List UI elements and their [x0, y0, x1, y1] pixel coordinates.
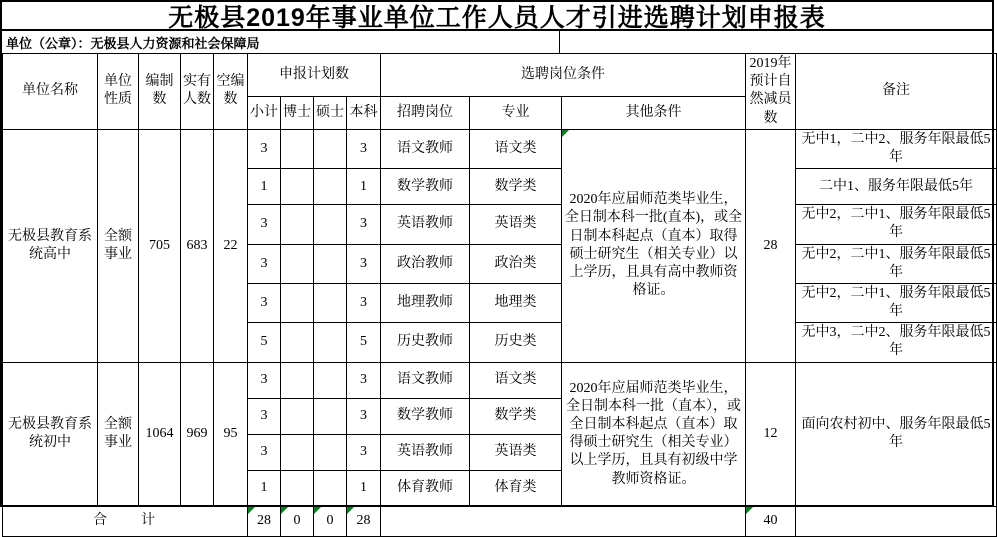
cell-attrition: 12 [746, 362, 796, 506]
cell-bachelor: 3 [347, 362, 381, 398]
total-attrition-cell [746, 506, 796, 536]
excel-flag-icon [281, 507, 288, 514]
cell-subtotal: 3 [248, 434, 281, 470]
cell-doctor [281, 362, 314, 398]
cell-bachelor: 3 [347, 205, 381, 244]
col-header-attrition: 2019年预计自然减员数 [746, 54, 796, 130]
cell-subtotal: 1 [248, 470, 281, 506]
cell-subtotal: 3 [248, 244, 281, 283]
cell-position: 英语教师 [381, 434, 470, 470]
cell-master [314, 470, 347, 506]
cell-position: 体育教师 [381, 470, 470, 506]
col-header-remark: 备注 [796, 54, 997, 130]
cell-bachelor: 1 [347, 470, 381, 506]
cell-remark: 无中2，二中1、服务年限最低5年 [796, 244, 997, 283]
cell-position: 语文教师 [381, 129, 470, 168]
cell-unit-nature: 全额事业 [98, 362, 139, 506]
total-master-cell [314, 506, 347, 536]
col-header-master: 硕士 [314, 96, 347, 129]
cell-actual: 683 [181, 129, 214, 362]
cell-doctor [281, 129, 314, 168]
total-bachelor-cell [347, 506, 381, 536]
cell-attrition: 28 [746, 129, 796, 362]
cell-major: 历史类 [470, 323, 562, 362]
cell-actual: 969 [181, 362, 214, 506]
col-header-unit-nature: 单位性质 [98, 54, 139, 130]
col-header-staffing: 编制数 [139, 54, 181, 130]
cell-remark: 无中2，二中1、服务年限最低5年 [796, 205, 997, 244]
col-header-actual: 实有人数 [181, 54, 214, 130]
total-remark-cell [796, 506, 997, 536]
cell-subtotal: 1 [248, 169, 281, 205]
excel-flag-icon [562, 130, 569, 137]
col-header-doctor: 博士 [281, 96, 314, 129]
total-subtotal-cell [248, 506, 281, 536]
cell-major: 政治类 [470, 244, 562, 283]
col-header-unit-name: 单位名称 [3, 54, 98, 130]
cell-subtotal: 5 [248, 323, 281, 362]
cell-position: 英语教师 [381, 205, 470, 244]
cell-remark: 二中1、服务年限最低5年 [796, 169, 997, 205]
cell-position: 地理教师 [381, 283, 470, 322]
cell-staffing: 1064 [139, 362, 181, 506]
cell-bachelor: 3 [347, 398, 381, 434]
cell-other-cond: 2020年应届师范类毕业生，全日制本科一批（直本），或全日制本科起点（直本）取得硕士研究生（相关专业）以上学历，且具有初级中学教师资格证。 [562, 362, 746, 506]
cell-master [314, 434, 347, 470]
unit-stamp-empty-cell [559, 31, 992, 53]
cell-master [314, 323, 347, 362]
col-header-major: 专业 [470, 96, 562, 129]
cell-master [314, 205, 347, 244]
cell-major: 语文类 [470, 129, 562, 168]
cell-doctor [281, 434, 314, 470]
col-header-vacancy: 空编数 [214, 54, 248, 130]
form-title: 无极县2019年事业单位工作人员人才引进选聘计划申报表 [2, 2, 992, 31]
cell-doctor [281, 398, 314, 434]
cell-subtotal: 3 [248, 362, 281, 398]
cell-doctor [281, 169, 314, 205]
excel-flag-icon [347, 507, 354, 514]
cell-unit-name: 无极县教育系统初中 [3, 362, 98, 506]
cell-bachelor: 1 [347, 169, 381, 205]
cell-position: 数学教师 [381, 169, 470, 205]
cell-doctor [281, 244, 314, 283]
cell-vacancy: 95 [214, 362, 248, 506]
unit-stamp-label: 单位（公章）：无极县人力资源和社会保障局 [6, 35, 260, 51]
cell-position: 语文教师 [381, 362, 470, 398]
cell-master [314, 362, 347, 398]
total-empty-cell [381, 506, 746, 536]
table-row [3, 129, 997, 168]
cell-master [314, 169, 347, 205]
cell-doctor [281, 205, 314, 244]
cell-major: 地理类 [470, 283, 562, 322]
total-doctor-cell [281, 506, 314, 536]
excel-flag-icon [314, 507, 321, 514]
total-attrition-value: 40 [763, 513, 778, 529]
cell-major: 体育类 [470, 470, 562, 506]
cell-subtotal: 3 [248, 205, 281, 244]
cell-remark: 面向农村初中、服务年限最低5年 [796, 362, 997, 506]
total-label-cell: 合 计 [3, 506, 248, 536]
cell-doctor [281, 470, 314, 506]
total-master-value: 0 [326, 513, 334, 529]
cell-bachelor: 3 [347, 129, 381, 168]
cell-bachelor: 3 [347, 283, 381, 322]
cell-subtotal: 3 [248, 283, 281, 322]
other-cond-text: 2020年应届师范类毕业生，全日制本科一批(直本)，或全日制本科起点（直本）取得硕士研究生（相关专业）以上学历，且具有高中教师资格证。 [564, 192, 743, 299]
cell-subtotal: 3 [248, 129, 281, 168]
cell-bachelor: 5 [347, 323, 381, 362]
cell-unit-nature: 全额事业 [98, 129, 139, 362]
cell-master [314, 283, 347, 322]
col-header-bachelor: 本科 [347, 96, 381, 129]
cell-other-cond [562, 129, 746, 362]
cell-bachelor: 3 [347, 244, 381, 283]
total-doctor-value: 0 [293, 513, 301, 529]
header-row-1 [3, 54, 997, 97]
col-header-other-cond: 其他条件 [562, 96, 746, 129]
cell-remark: 无中1，二中2、服务年限最低5年 [796, 129, 997, 168]
total-row [3, 506, 997, 536]
excel-flag-icon [746, 507, 753, 514]
cell-doctor [281, 323, 314, 362]
cell-vacancy: 22 [214, 129, 248, 362]
total-bachelor-value: 28 [356, 513, 371, 529]
cell-major: 数学类 [470, 169, 562, 205]
cell-position: 数学教师 [381, 398, 470, 434]
unit-stamp-row [2, 31, 992, 53]
cell-master [314, 244, 347, 283]
recruitment-plan-table [2, 53, 997, 537]
col-header-cond-group: 选聘岗位条件 [381, 54, 746, 97]
col-header-plan-group: 申报计划数 [248, 54, 381, 97]
col-header-position: 招聘岗位 [381, 96, 470, 129]
cell-subtotal: 3 [248, 398, 281, 434]
cell-unit-name: 无极县教育系统高中 [3, 129, 98, 362]
cell-remark: 无中3，二中2、服务年限最低5年 [796, 323, 997, 362]
cell-bachelor: 3 [347, 434, 381, 470]
col-header-subtotal: 小计 [248, 96, 281, 129]
cell-doctor [281, 283, 314, 322]
excel-flag-icon [248, 507, 255, 514]
cell-master [314, 398, 347, 434]
cell-staffing: 705 [139, 129, 181, 362]
cell-remark: 无中2，二中1、服务年限最低5年 [796, 283, 997, 322]
table-row [3, 362, 997, 398]
cell-major: 数学类 [470, 398, 562, 434]
cell-position: 历史教师 [381, 323, 470, 362]
cell-master [314, 129, 347, 168]
cell-major: 英语类 [470, 205, 562, 244]
total-subtotal-value: 28 [257, 513, 271, 529]
cell-major: 语文类 [470, 362, 562, 398]
cell-position: 政治教师 [381, 244, 470, 283]
cell-major: 英语类 [470, 434, 562, 470]
